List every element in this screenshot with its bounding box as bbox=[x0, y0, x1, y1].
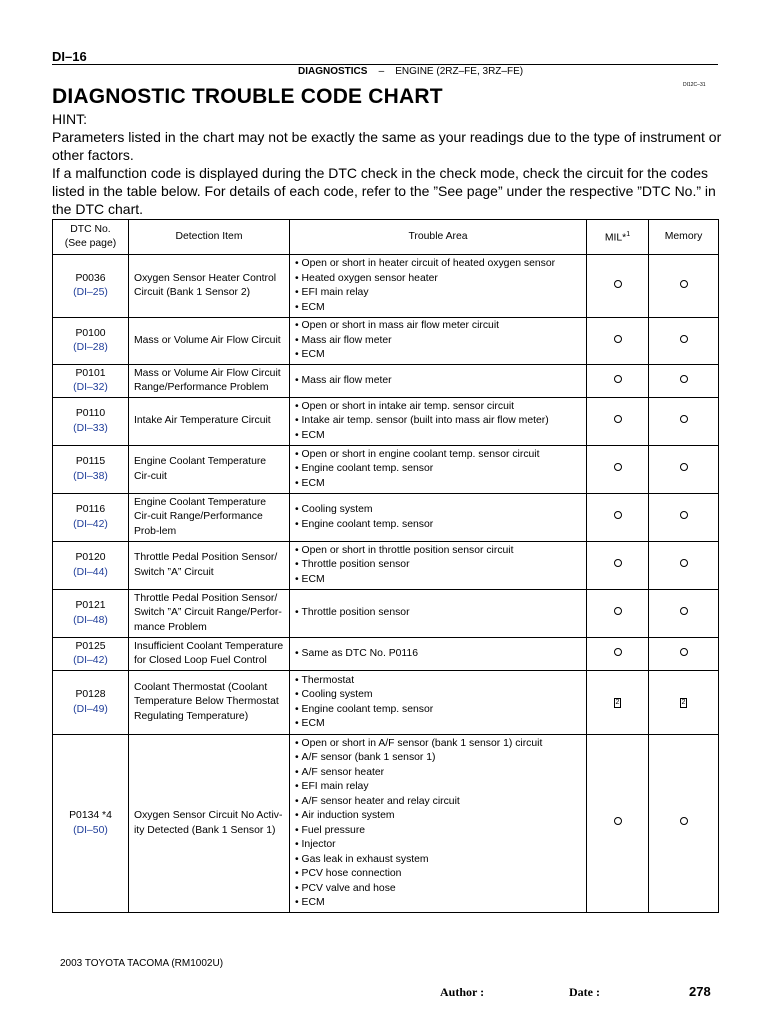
header-mil-footnote: 1 bbox=[626, 231, 631, 239]
trouble-area-item: • ECM bbox=[295, 717, 581, 732]
see-page-link[interactable]: (DI–49) bbox=[73, 703, 108, 715]
memory-cell bbox=[649, 590, 719, 638]
trouble-area-list bbox=[295, 448, 581, 492]
detection-item: Throttle Pedal Position Sensor/ Switch ”A” Circuit bbox=[129, 542, 290, 590]
memory-circle-icon bbox=[680, 607, 688, 615]
trouble-area-item: • Open or short in engine coolant temp. sensor circuit bbox=[295, 448, 581, 463]
mil-cell bbox=[587, 494, 649, 542]
mil-circle-icon bbox=[614, 817, 622, 825]
trouble-area bbox=[290, 398, 587, 446]
trouble-area-item: • Gas leak in exhaust system bbox=[295, 853, 581, 868]
memory-cell bbox=[649, 638, 719, 671]
mil-cell bbox=[587, 671, 649, 735]
trouble-area bbox=[290, 542, 587, 590]
page-id: DI–16 bbox=[52, 49, 87, 64]
memory-cell bbox=[649, 398, 719, 446]
hint-label: HINT: bbox=[52, 111, 87, 127]
trouble-area bbox=[290, 318, 587, 365]
trouble-area-item: • Mass air flow meter bbox=[295, 334, 581, 349]
trouble-area-item: • ECM bbox=[295, 477, 581, 492]
section-header bbox=[298, 66, 523, 77]
table-row bbox=[53, 318, 719, 365]
intro-text bbox=[52, 110, 732, 218]
header-mil bbox=[587, 220, 649, 255]
trouble-area-item: • Same as DTC No. P0116 bbox=[295, 647, 581, 662]
trouble-area-list bbox=[295, 674, 581, 732]
mil-cell bbox=[587, 590, 649, 638]
trouble-area bbox=[290, 446, 587, 494]
table-row bbox=[53, 671, 719, 735]
mil-cell bbox=[587, 638, 649, 671]
detection-item: Mass or Volume Air Flow Circuit Range/Performance Problem bbox=[129, 365, 290, 398]
trouble-area-list bbox=[295, 503, 581, 532]
intro-paragraph-2: If a malfunction code is displayed during the DTC check in the check mode, check the circuit for the codes listed in the table below. For details of each code, refer to the ”See page” under the respective ”DTC No.” in the DTC chart. bbox=[52, 165, 716, 217]
trouble-area-list bbox=[295, 374, 581, 389]
memory-boxed-number: 2 bbox=[681, 699, 686, 707]
dtc-cell bbox=[53, 638, 129, 671]
see-page-link[interactable]: (DI–42) bbox=[73, 655, 108, 666]
memory-cell bbox=[649, 542, 719, 590]
trouble-area bbox=[290, 255, 587, 318]
memory-circle-icon bbox=[680, 415, 688, 423]
footer-vehicle: 2003 TOYOTA TACOMA (RM1002U) bbox=[60, 958, 224, 969]
mil-cell bbox=[587, 365, 649, 398]
mil-circle-icon bbox=[614, 607, 622, 615]
table-row bbox=[53, 494, 719, 542]
trouble-area-item: • ECM bbox=[295, 348, 581, 363]
memory-circle-icon bbox=[680, 648, 688, 656]
mil-circle-icon bbox=[614, 511, 622, 519]
memory-circle-icon bbox=[680, 375, 688, 383]
dtc-code: P0134 *4 bbox=[69, 810, 112, 821]
mil-circle-icon bbox=[614, 415, 622, 423]
mil-cell bbox=[587, 318, 649, 365]
dtc-code: P0128 bbox=[75, 689, 106, 700]
mil-circle-icon bbox=[614, 375, 622, 383]
trouble-area-item: • Air induction system bbox=[295, 809, 581, 824]
memory-cell bbox=[649, 255, 719, 318]
trouble-area bbox=[290, 365, 587, 398]
trouble-area-item: • Engine coolant temp. sensor bbox=[295, 703, 581, 718]
dtc-cell bbox=[53, 671, 129, 735]
trouble-area bbox=[290, 590, 587, 638]
dtc-code: P0120 bbox=[75, 552, 106, 563]
trouble-area-item: • Engine coolant temp. sensor bbox=[295, 462, 581, 477]
mil-cell bbox=[587, 735, 649, 913]
trouble-area-item: • Open or short in heater circuit of heated oxygen sensor bbox=[295, 257, 581, 272]
trouble-area-item: • Intake air temp. sensor (built into mass air flow meter) bbox=[295, 414, 581, 429]
mil-circle-icon bbox=[614, 648, 622, 656]
trouble-area-list bbox=[295, 319, 581, 363]
see-page-link[interactable]: (DI–28) bbox=[73, 342, 108, 353]
mil-circle-icon bbox=[614, 559, 622, 567]
detection-item: Mass or Volume Air Flow Circuit bbox=[129, 318, 290, 365]
mil-circle-icon bbox=[614, 463, 622, 471]
header-dtc-no bbox=[53, 220, 129, 255]
page-title: DIAGNOSTIC TROUBLE CODE CHART bbox=[52, 85, 443, 108]
memory-cell bbox=[649, 735, 719, 913]
memory-circle-icon bbox=[680, 335, 688, 343]
dtc-cell bbox=[53, 318, 129, 365]
trouble-area-item: • Heated oxygen sensor heater bbox=[295, 272, 581, 287]
trouble-area-item: • Mass air flow meter bbox=[295, 374, 581, 389]
page-number: 278 bbox=[689, 984, 711, 999]
dtc-cell bbox=[53, 542, 129, 590]
mil-cell bbox=[587, 255, 649, 318]
trouble-area-item: • Cooling system bbox=[295, 688, 581, 703]
trouble-area bbox=[290, 494, 587, 542]
mil-boxed-number: 2 bbox=[615, 699, 620, 707]
dtc-cell bbox=[53, 590, 129, 638]
dtc-cell bbox=[53, 494, 129, 542]
table-row bbox=[53, 446, 719, 494]
see-page-link[interactable]: (DI–42) bbox=[73, 518, 108, 530]
trouble-area-item: • EFI main relay bbox=[295, 780, 581, 795]
detection-item: Engine Coolant Temperature Cir-cuit Range/Performance Prob-lem bbox=[129, 494, 290, 542]
trouble-area-list bbox=[295, 257, 581, 315]
trouble-area bbox=[290, 735, 587, 913]
trouble-area bbox=[290, 671, 587, 735]
memory-circle-icon bbox=[680, 280, 688, 288]
section-separator: – bbox=[378, 66, 385, 77]
dtc-code: P0121 bbox=[75, 600, 106, 611]
memory-cell bbox=[649, 365, 719, 398]
trouble-area-item: • Open or short in throttle position sensor circuit bbox=[295, 544, 581, 559]
table-row bbox=[53, 542, 719, 590]
trouble-area-item: • Cooling system bbox=[295, 503, 581, 518]
dtc-cell bbox=[53, 398, 129, 446]
dtc-code: P0116 bbox=[75, 504, 106, 515]
see-page-link[interactable]: (DI–25) bbox=[73, 287, 108, 298]
section-subtitle: ENGINE (2RZ–FE, 3RZ–FE) bbox=[395, 66, 524, 77]
memory-cell bbox=[649, 446, 719, 494]
trouble-area-item: • Injector bbox=[295, 838, 581, 853]
memory-cell bbox=[649, 318, 719, 365]
memory-circle-icon bbox=[680, 559, 688, 567]
footer-date-label: Date : bbox=[569, 985, 600, 999]
table-row bbox=[53, 365, 719, 398]
detection-item: Oxygen Sensor Heater Control Circuit (Bank 1 Sensor 2) bbox=[129, 255, 290, 318]
detection-item: Throttle Pedal Position Sensor/ Switch ”A” Circuit Range/Perfor-mance Problem bbox=[129, 590, 290, 638]
trouble-area-item: • ECM bbox=[295, 573, 581, 588]
trouble-area-item: • ECM bbox=[295, 896, 581, 911]
header-trouble-area: Trouble Area bbox=[290, 220, 587, 255]
dtc-cell bbox=[53, 365, 129, 398]
dtc-code: P0110 bbox=[75, 408, 106, 419]
table-row bbox=[53, 255, 719, 318]
memory-circle-icon bbox=[680, 463, 688, 471]
see-page-link[interactable]: (DI–48) bbox=[73, 614, 108, 626]
memory-circle-icon bbox=[680, 817, 688, 825]
trouble-area-list bbox=[295, 544, 581, 588]
trouble-area-list bbox=[295, 737, 581, 911]
trouble-area-item: • Throttle position sensor bbox=[295, 606, 581, 621]
memory-cell bbox=[649, 671, 719, 735]
memory-cell bbox=[649, 494, 719, 542]
dtc-code: P0101 bbox=[75, 367, 106, 379]
table-row bbox=[53, 638, 719, 671]
see-page-link[interactable]: (DI–38) bbox=[73, 470, 108, 482]
header-detection-item: Detection Item bbox=[129, 220, 290, 255]
mil-cell bbox=[587, 446, 649, 494]
detection-item: Oxygen Sensor Circuit No Activ-ity Detected (Bank 1 Sensor 1) bbox=[129, 735, 290, 913]
dtc-code: P0115 bbox=[75, 456, 106, 467]
trouble-area-list bbox=[295, 606, 581, 621]
trouble-area-item: • Fuel pressure bbox=[295, 824, 581, 839]
intro-paragraph-1: Parameters listed in the chart may not be exactly the same as your readings due to the type of instrument or other factors. bbox=[52, 129, 722, 163]
trouble-area bbox=[290, 638, 587, 671]
trouble-area-item: • ECM bbox=[295, 429, 581, 444]
trouble-area-item: • A/F sensor heater and relay circuit bbox=[295, 795, 581, 810]
trouble-area-item: • Throttle position sensor bbox=[295, 558, 581, 573]
detection-item: Intake Air Temperature Circuit bbox=[129, 398, 290, 446]
dtc-code: P0036 bbox=[75, 272, 106, 284]
trouble-area-item: • PCV hose connection bbox=[295, 867, 581, 882]
trouble-area-item: • ECM bbox=[295, 301, 581, 316]
dtc-cell bbox=[53, 446, 129, 494]
dtc-table bbox=[52, 219, 719, 913]
table-row bbox=[53, 398, 719, 446]
trouble-area-item: • Open or short in intake air temp. sensor circuit bbox=[295, 400, 581, 415]
detection-item: Engine Coolant Temperature Cir-cuit bbox=[129, 446, 290, 494]
header-dtc-line2: (See page) bbox=[64, 238, 117, 249]
mil-circle-icon bbox=[614, 335, 622, 343]
see-page-link[interactable]: (DI–33) bbox=[73, 422, 108, 434]
header-mil-label: MIL* bbox=[604, 232, 627, 244]
mil-cell bbox=[587, 398, 649, 446]
trouble-area-item: • A/F sensor heater bbox=[295, 766, 581, 781]
dtc-cell bbox=[53, 255, 129, 318]
trouble-area-item: • PCV valve and hose bbox=[295, 882, 581, 897]
trouble-area-item: • Open or short in mass air flow meter circuit bbox=[295, 319, 581, 334]
mil-circle-icon bbox=[614, 280, 622, 288]
table-row bbox=[53, 590, 719, 638]
trouble-area-list bbox=[295, 400, 581, 444]
trouble-area-item: • Thermostat bbox=[295, 674, 581, 689]
footer-author-label: Author : bbox=[440, 985, 485, 999]
trouble-area-list bbox=[295, 647, 581, 662]
trouble-area-item: • Engine coolant temp. sensor bbox=[295, 518, 581, 533]
dtc-code: P0125 bbox=[75, 640, 106, 652]
table-row bbox=[53, 735, 719, 913]
trouble-area-item: • EFI main relay bbox=[295, 286, 581, 301]
see-page-link[interactable]: (DI–44) bbox=[73, 566, 108, 578]
dtc-code: P0100 bbox=[75, 327, 106, 339]
document-code: DI12C–31 bbox=[683, 82, 706, 88]
section-name: DIAGNOSTICS bbox=[298, 66, 368, 77]
trouble-area-item: • Open or short in A/F sensor (bank 1 sensor 1) circuit bbox=[295, 737, 581, 752]
header-memory: Memory bbox=[649, 220, 719, 255]
trouble-area-item: • A/F sensor (bank 1 sensor 1) bbox=[295, 751, 581, 766]
see-page-link[interactable]: (DI–32) bbox=[73, 382, 108, 393]
header-rule bbox=[52, 64, 718, 65]
memory-circle-icon bbox=[680, 511, 688, 519]
detection-item: Coolant Thermostat (Coolant Temperature Below Thermostat Regulating Temperature) bbox=[129, 671, 290, 735]
see-page-link[interactable]: (DI–50) bbox=[73, 824, 108, 836]
table-header-row bbox=[53, 220, 719, 255]
dtc-cell bbox=[53, 735, 129, 913]
detection-item: Insufficient Coolant Temperature for Closed Loop Fuel Control bbox=[129, 638, 290, 671]
mil-cell bbox=[587, 542, 649, 590]
header-dtc-line1: DTC No. bbox=[70, 223, 111, 235]
